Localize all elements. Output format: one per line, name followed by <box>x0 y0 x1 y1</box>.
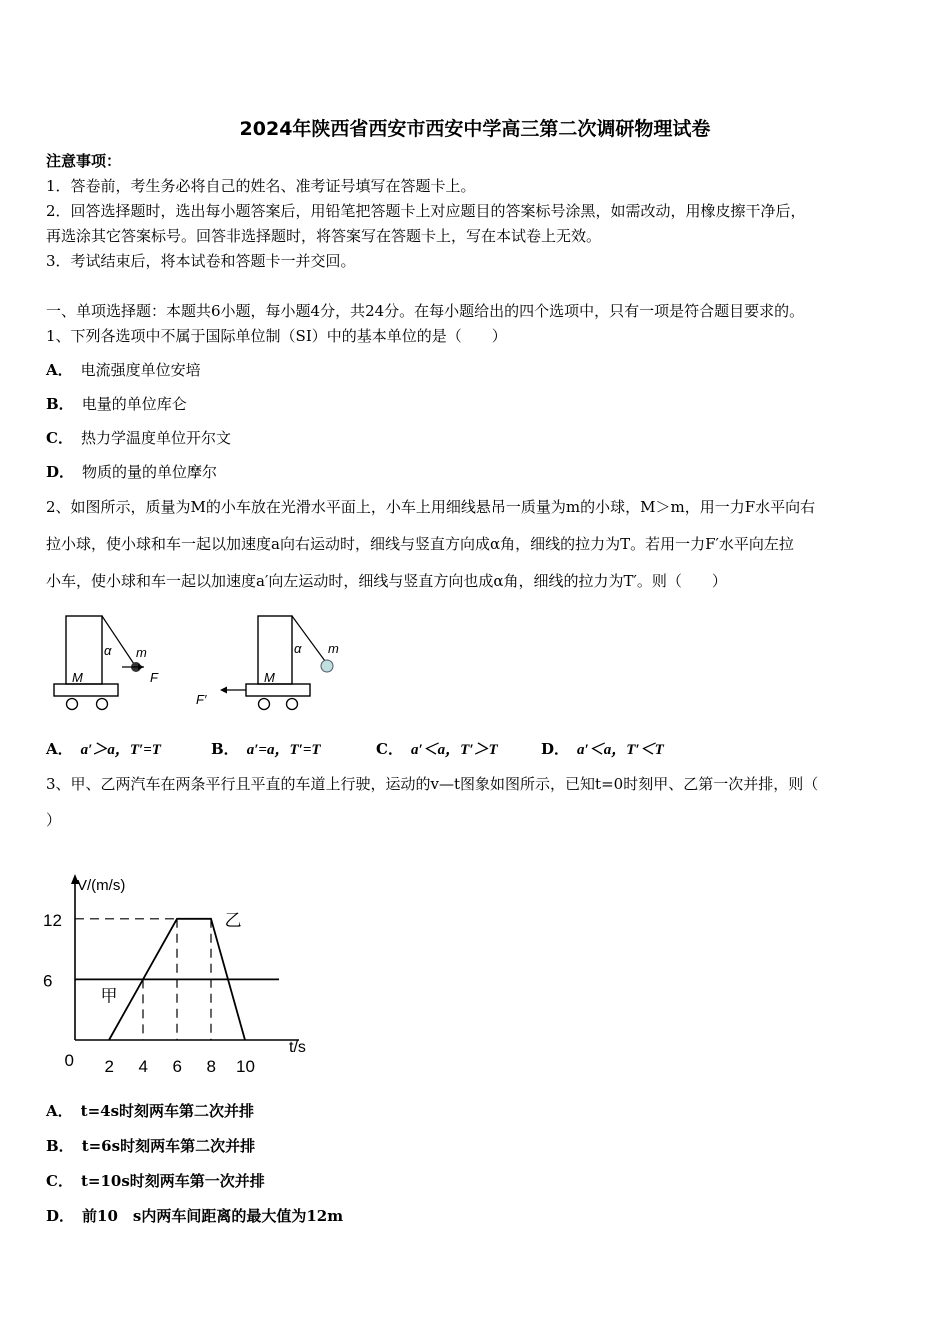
option-text: 前10 s内两车间距离的最大值为12m <box>82 1207 344 1225</box>
wheel-icon <box>259 699 270 710</box>
option-text: 电量的单位库仑 <box>81 395 187 413</box>
y-tick-label: 12 <box>43 910 62 930</box>
section-heading: 一、单项选择题：本题共6小题，每小题4分，共24分。在每小题给出的四个选项中，只有一项是符合题目要求的。 <box>46 302 805 320</box>
force-f-label: F <box>150 670 158 685</box>
series-label-jia: 甲 <box>100 986 118 1006</box>
notice-heading: 注意事项： <box>46 152 122 170</box>
option-text: a′=a，T′=T <box>246 742 321 758</box>
option-text: t=10s时刻两车第一次并排 <box>80 1172 265 1190</box>
option-text: 热力学温度单位开尔文 <box>80 429 231 447</box>
option-text: a′＜a，T′＞T <box>410 742 498 758</box>
x-tick-label: 8 <box>206 1057 216 1076</box>
question-2-stem-line: 小车，使小球和车一起以加速度a′向左运动时，细线与竖直方向也成α角，细线的拉力为T′。则（ ） <box>46 572 727 590</box>
notice-item: 再选涂其它答案标号。回答非选择题时，将答案写在答题卡上，写在本试卷上无效。 <box>46 227 602 245</box>
option-label: C． <box>376 740 403 758</box>
option-label: B． <box>46 395 74 413</box>
wheel-icon <box>67 699 78 710</box>
notice-item: 1．答卷前，考生务必将自己的姓名、准考证号填写在答题卡上。 <box>46 177 476 195</box>
question-2-option-d <box>541 739 664 760</box>
question-3-option-a <box>46 1101 254 1121</box>
page-title: 2024年陕西省西安市西安中学高三第二次调研物理试卷 <box>239 118 711 140</box>
question-1-option-b <box>46 394 187 414</box>
question-1-option-a <box>46 360 201 380</box>
wheel-icon <box>287 699 298 710</box>
y-tick-label: 6 <box>43 971 53 991</box>
mass-M-label: M <box>72 670 83 685</box>
x-axis-label: t/s <box>289 1039 306 1056</box>
y-axis-label: V/(m/s) <box>77 877 126 894</box>
force-f-prime-label: F′ <box>196 692 207 707</box>
cart-figure-right <box>194 612 354 716</box>
mass-m-label: m <box>136 645 147 660</box>
question-3-stem: 3、甲、乙两汽车在两条平行且平直的车道上行驶，运动的v—t图象如图所示，已知t=0时刻甲、乙第一次并排，则（ <box>46 775 819 793</box>
question-3-option-b <box>46 1136 255 1156</box>
option-label: A． <box>46 740 73 758</box>
x-tick-label: 6 <box>172 1057 182 1076</box>
option-label: B． <box>211 740 239 758</box>
option-text: a′＞a，T′=T <box>80 742 161 758</box>
question-2-stem-line: 拉小球，使小球和车一起以加速度a向右运动时，细线与竖直方向成α角，细线的拉力为T。若用一力F′水平向左拉 <box>46 535 794 553</box>
question-3-option-c <box>46 1171 265 1191</box>
arrowhead-icon <box>138 664 144 670</box>
arrowhead-icon <box>220 687 227 694</box>
x-tick-label: 2 <box>104 1057 114 1076</box>
option-text: 电流强度单位安培 <box>80 361 201 379</box>
notice-item: 3．考试结束后，将本试卷和答题卡一并交回。 <box>46 252 356 270</box>
option-label: A． <box>46 1102 73 1120</box>
mass-M-label: M <box>264 670 275 685</box>
question-3-stem-end: ） <box>46 811 62 829</box>
question-1-option-c <box>46 428 231 448</box>
ball <box>321 660 333 672</box>
wheel-icon <box>97 699 108 710</box>
option-text: t=4s时刻两车第二次并排 <box>80 1102 255 1120</box>
option-label: A． <box>46 361 73 379</box>
mass-m-label: m <box>328 641 339 656</box>
option-label: D． <box>46 1207 75 1225</box>
question-2-option-b <box>211 739 321 760</box>
question-1-stem: 1、下列各选项中不属于国际单位制（SI）中的基本单位的是（ ） <box>46 327 507 345</box>
x-tick-label: 4 <box>138 1057 148 1076</box>
alpha-label: α <box>294 641 302 656</box>
option-label: C． <box>46 429 73 447</box>
option-label: B． <box>46 1137 74 1155</box>
question-1-option-d <box>46 462 217 482</box>
series-label-yi: 乙 <box>224 910 242 930</box>
question-2-option-a <box>46 739 161 760</box>
vt-chart <box>40 868 360 1088</box>
option-label: D． <box>541 740 570 758</box>
question-2-option-c <box>376 739 498 760</box>
cart-body <box>246 684 310 696</box>
option-text: a′＜a，T′＜T <box>577 742 664 758</box>
option-text: t=6s时刻两车第二次并排 <box>81 1137 256 1155</box>
alpha-label: α <box>104 643 112 658</box>
cart-figure-left <box>48 612 168 716</box>
question-3-option-d <box>46 1206 343 1226</box>
option-label: C． <box>46 1172 73 1190</box>
cart-body <box>54 684 118 696</box>
x-tick-label: 0 <box>64 1051 74 1070</box>
option-label: D． <box>46 463 75 481</box>
notice-item: 2．回答选择题时，选出每小题答案后，用铅笔把答题卡上对应题目的答案标号涂黑，如需改动，用橡皮擦干净后， <box>46 202 806 220</box>
question-2-stem-line: 2、如图所示，质量为M的小车放在光滑水平面上，小车上用细线悬吊一质量为m的小球，M＞m，用一力F水平向右 <box>46 498 816 516</box>
option-text: 物质的量的单位摩尔 <box>82 463 218 481</box>
x-tick-label: 10 <box>236 1057 255 1076</box>
